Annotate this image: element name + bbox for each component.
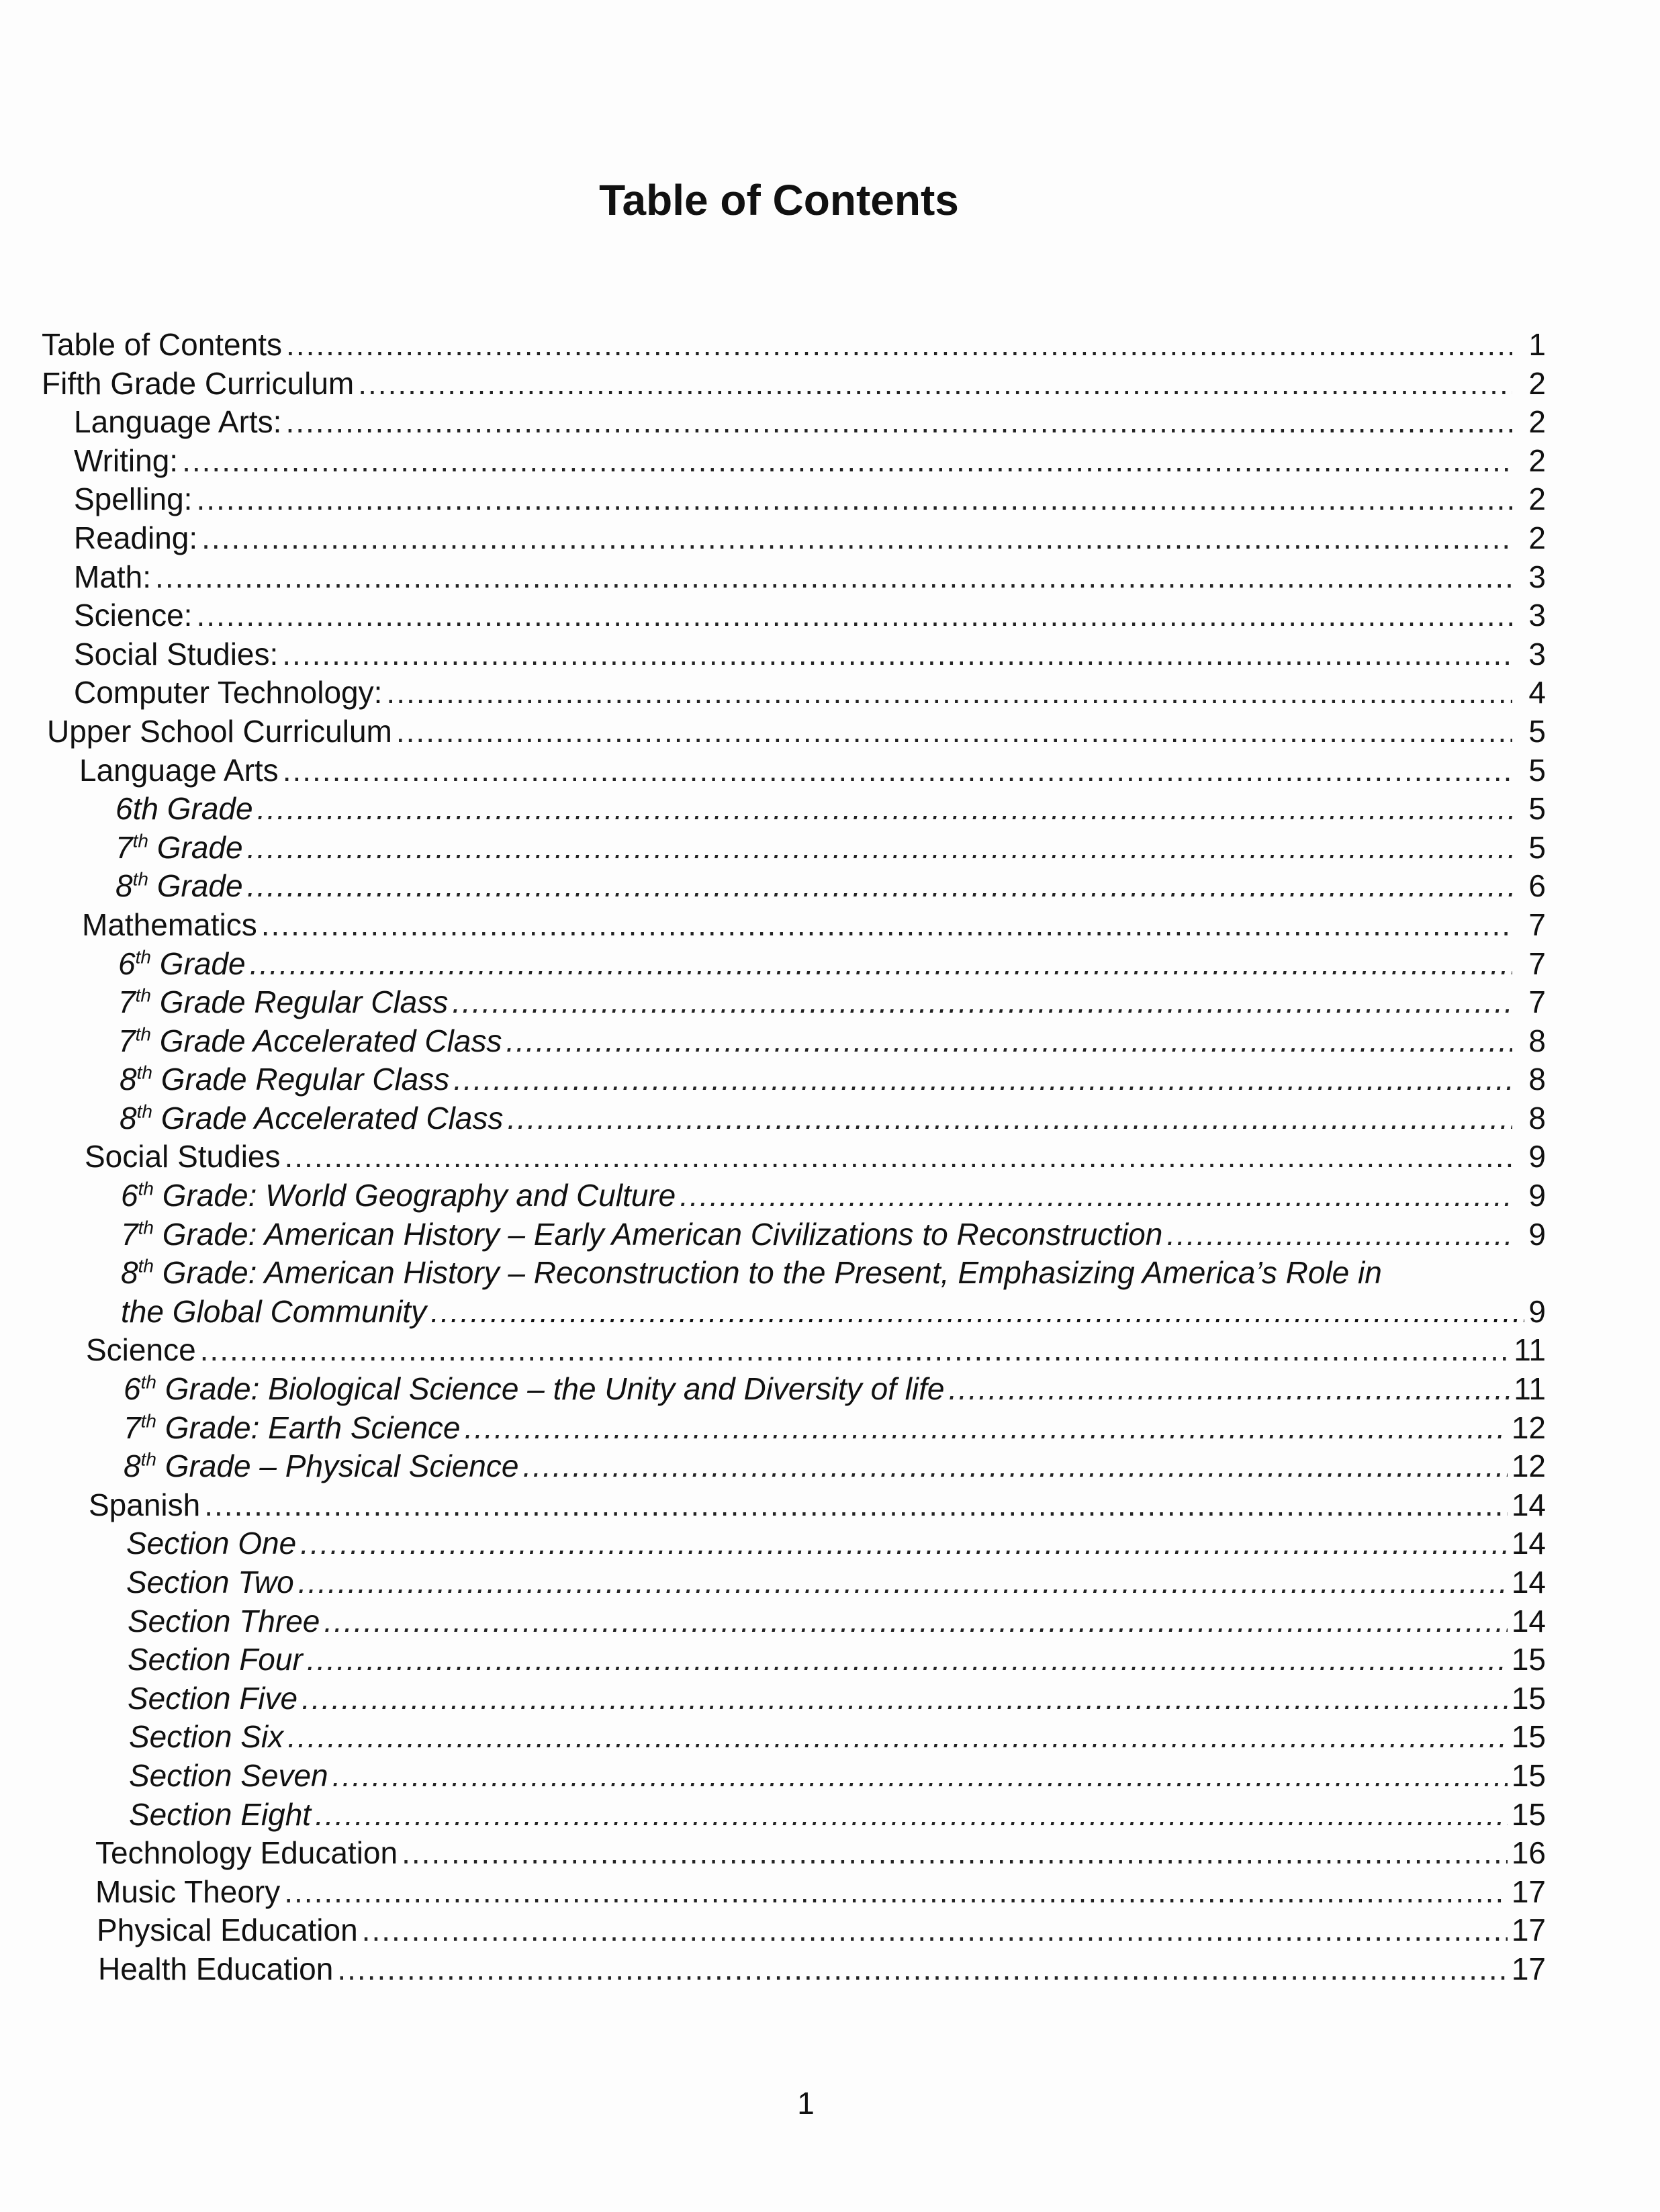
toc-entry-page: 6 [1528, 868, 1546, 904]
toc-entry-page: 3 [1528, 636, 1546, 672]
toc-entry-label: Writing: [74, 443, 179, 478]
toc-entry-label: Social Studies: [74, 636, 279, 672]
toc-entry [42, 1099, 1546, 1138]
toc-entry-label: Health Education [98, 1951, 334, 1986]
toc-entry [42, 480, 1546, 519]
toc-entry [42, 1254, 1546, 1331]
toc-entry [42, 867, 1546, 906]
dot-leader [324, 1602, 1507, 1641]
toc-entry-page: 14 [1511, 1603, 1546, 1639]
toc-entry-page: 5 [1528, 713, 1546, 749]
toc-entry-label: Section Seven [129, 1757, 328, 1793]
toc-entry [42, 1486, 1546, 1525]
toc-entry-page: 4 [1528, 675, 1546, 710]
toc-entry [42, 596, 1546, 635]
dot-leader [396, 712, 1512, 751]
dot-leader [287, 1718, 1508, 1757]
page-title: Table of Contents [599, 176, 959, 224]
toc-entry-page: 9 [1528, 1293, 1546, 1329]
toc-entry [42, 1331, 1546, 1370]
toc-entry-label: 8th Grade: American History – Reconstruction to the Present, Emphasizing America’s Role in [121, 1255, 1382, 1291]
dot-leader [286, 326, 1512, 365]
dot-leader [285, 1138, 1513, 1177]
toc-entry-label: Science: [74, 598, 193, 633]
toc-entry-label: Section Eight [129, 1796, 312, 1832]
dot-leader [182, 442, 1512, 481]
toc-entry [42, 1911, 1546, 1950]
toc-entry-page: 2 [1528, 404, 1546, 440]
toc-entry-page: 14 [1511, 1565, 1546, 1600]
toc-entry-page: 1 [1528, 327, 1546, 362]
dot-leader [507, 1099, 1512, 1138]
dot-leader [283, 751, 1512, 790]
dot-leader [261, 906, 1512, 945]
toc-entry-label: 6th Grade: Biological Science – the Unity and Diversity of life [124, 1371, 945, 1407]
toc-entry-label: Mathematics [82, 907, 257, 942]
toc-entry-label: 8th Grade – Physical Science [124, 1448, 519, 1484]
dot-leader [282, 635, 1512, 674]
toc-entry-page: 7 [1528, 946, 1546, 981]
toc-entry-label: 7th Grade: American History – Early American Civilizations to Reconstruction [121, 1216, 1163, 1252]
toc-entry [42, 945, 1546, 984]
toc-entry-page: 8 [1528, 1062, 1546, 1097]
toc-entry [42, 403, 1546, 442]
toc-entry-label: Section Two [126, 1565, 294, 1600]
dot-leader [247, 829, 1512, 868]
toc-entry-label: Language Arts: [74, 404, 282, 440]
dot-leader [285, 403, 1512, 442]
toc-entry-label: 6th Grade: World Geography and Culture [121, 1178, 676, 1213]
dot-leader [284, 1873, 1508, 1912]
toc-entry [42, 1679, 1546, 1718]
toc-entry-label: 7th Grade Regular Class [118, 984, 449, 1020]
dot-leader [302, 1679, 1508, 1718]
dot-leader [300, 1524, 1508, 1563]
toc-entry-page: 3 [1528, 598, 1546, 633]
toc-entry-page: 17 [1511, 1913, 1546, 1948]
toc-entry-page: 9 [1528, 1139, 1546, 1174]
dot-leader [506, 1022, 1512, 1061]
toc-entry-label: Spanish [89, 1487, 201, 1522]
dot-leader [201, 519, 1512, 558]
toc-entry [42, 1757, 1546, 1796]
dot-leader [465, 1409, 1508, 1448]
dot-leader [386, 674, 1512, 712]
dot-leader [247, 867, 1512, 906]
toc-entry-label: Section Three [128, 1603, 320, 1639]
dot-leader [200, 1331, 1510, 1370]
toc-entry-page: 17 [1511, 1874, 1546, 1909]
toc-entry-label: 8th Grade [116, 868, 243, 904]
toc-entry-page: 14 [1511, 1487, 1546, 1522]
toc-entry-page: 15 [1511, 1757, 1546, 1793]
dot-leader [196, 596, 1512, 635]
toc-entry-page: 9 [1528, 1178, 1546, 1213]
toc-entry-page: 2 [1528, 365, 1546, 401]
toc-entry-label: Fifth Grade Curriculum [42, 365, 355, 401]
toc-entry-label-continued: the Global Community [121, 1293, 427, 1329]
toc-entry [42, 635, 1546, 674]
toc-entry [42, 519, 1546, 558]
toc-entry-label: 8th Grade Regular Class [120, 1062, 450, 1097]
toc-entry-page: 8 [1528, 1100, 1546, 1136]
toc-entry [42, 674, 1546, 712]
page-number: 1 [797, 2086, 815, 2121]
toc-entry-page: 17 [1511, 1951, 1546, 1986]
dot-leader [332, 1757, 1508, 1796]
dot-leader [307, 1641, 1508, 1679]
toc-entry-page: 2 [1528, 481, 1546, 517]
toc-entry-label: Section Six [129, 1719, 284, 1755]
toc-entry-label: Upper School Curriculum [47, 713, 392, 749]
toc-entry-label: Computer Technology: [74, 675, 383, 710]
toc-entry [42, 326, 1546, 365]
toc-entry-label: 6th Grade [116, 791, 253, 827]
toc-entry-label: Science [86, 1332, 196, 1368]
toc-entry-page: 14 [1511, 1526, 1546, 1561]
dot-leader [522, 1447, 1507, 1486]
toc-entry-label: Math: [74, 559, 152, 594]
dot-leader [949, 1370, 1510, 1409]
dot-leader [250, 945, 1512, 984]
toc-entry-label: 7th Grade: Earth Science [124, 1410, 461, 1445]
toc-entry-page: 7 [1528, 907, 1546, 942]
toc-entry [42, 558, 1546, 597]
toc-entry [42, 829, 1546, 868]
dot-leader [155, 558, 1512, 597]
toc-entry [42, 790, 1546, 829]
toc-entry [42, 1370, 1546, 1409]
toc-entry [42, 1138, 1546, 1177]
table-of-contents [42, 326, 1546, 1989]
toc-entry [42, 712, 1546, 751]
dot-leader [298, 1563, 1508, 1602]
toc-entry [42, 1950, 1546, 1989]
dot-leader [1166, 1215, 1512, 1254]
dot-leader [196, 480, 1512, 519]
toc-entry [42, 906, 1546, 945]
toc-entry-label: 7th Grade [116, 829, 243, 865]
toc-entry-page: 15 [1511, 1796, 1546, 1832]
toc-entry-page: 8 [1528, 1023, 1546, 1058]
toc-entry [42, 1022, 1546, 1061]
toc-entry [42, 1602, 1546, 1641]
dot-leader [358, 365, 1512, 404]
dot-leader [204, 1486, 1508, 1525]
toc-entry-page: 11 [1514, 1371, 1546, 1407]
toc-entry [42, 1718, 1546, 1757]
toc-entry [42, 365, 1546, 404]
toc-entry [42, 1873, 1546, 1912]
toc-entry [42, 442, 1546, 481]
dot-leader [315, 1796, 1508, 1835]
toc-entry-page: 11 [1514, 1332, 1546, 1368]
dot-leader [452, 983, 1512, 1022]
toc-entry-label: 7th Grade Accelerated Class [118, 1023, 502, 1058]
toc-entry-label: Language Arts [79, 752, 279, 788]
toc-entry [42, 1834, 1546, 1873]
toc-entry-label: Section One [126, 1526, 297, 1561]
toc-entry [42, 1177, 1546, 1215]
toc-entry-label: Music Theory [95, 1874, 281, 1909]
dot-leader [402, 1834, 1508, 1873]
toc-entry-label: Spelling: [74, 481, 193, 517]
toc-entry-page: 15 [1511, 1719, 1546, 1755]
toc-entry [42, 1060, 1546, 1099]
toc-entry-page: 2 [1528, 520, 1546, 555]
toc-entry-page: 15 [1511, 1642, 1546, 1677]
toc-entry-label: Section Five [128, 1680, 298, 1716]
toc-entry-label: Table of Contents [42, 327, 283, 362]
dot-leader [453, 1060, 1512, 1099]
toc-entry-page: 9 [1528, 1216, 1546, 1252]
toc-entry-page: 5 [1528, 791, 1546, 827]
toc-entry-page: 5 [1528, 752, 1546, 788]
toc-entry [42, 983, 1546, 1022]
toc-entry [42, 1641, 1546, 1679]
dot-leader [337, 1950, 1507, 1989]
toc-entry [42, 1409, 1546, 1448]
toc-entry [42, 1563, 1546, 1602]
toc-entry-label: Section Four [128, 1642, 303, 1677]
dot-leader [430, 1293, 1524, 1332]
toc-entry-label: 8th Grade Accelerated Class [120, 1100, 504, 1136]
toc-entry [42, 1524, 1546, 1563]
toc-entry-label: Physical Education [97, 1913, 358, 1948]
toc-entry [42, 1447, 1546, 1486]
dot-leader [362, 1911, 1508, 1950]
dot-leader [680, 1177, 1512, 1215]
toc-entry-label: Social Studies [85, 1139, 281, 1174]
toc-entry-label: Technology Education [95, 1835, 398, 1871]
toc-entry [42, 1796, 1546, 1835]
toc-entry-page: 15 [1511, 1680, 1546, 1716]
toc-entry-page: 12 [1511, 1448, 1546, 1484]
toc-entry-page: 3 [1528, 559, 1546, 594]
toc-entry [42, 751, 1546, 790]
toc-entry-page: 12 [1511, 1410, 1546, 1445]
toc-entry-page: 5 [1528, 829, 1546, 865]
toc-entry-page: 7 [1528, 984, 1546, 1020]
toc-entry [42, 1215, 1546, 1254]
toc-entry-label: 6th Grade [118, 946, 246, 981]
dot-leader [257, 790, 1512, 829]
toc-entry-page: 2 [1528, 443, 1546, 478]
toc-entry-label: Reading: [74, 520, 198, 555]
toc-entry-page: 16 [1511, 1835, 1546, 1871]
